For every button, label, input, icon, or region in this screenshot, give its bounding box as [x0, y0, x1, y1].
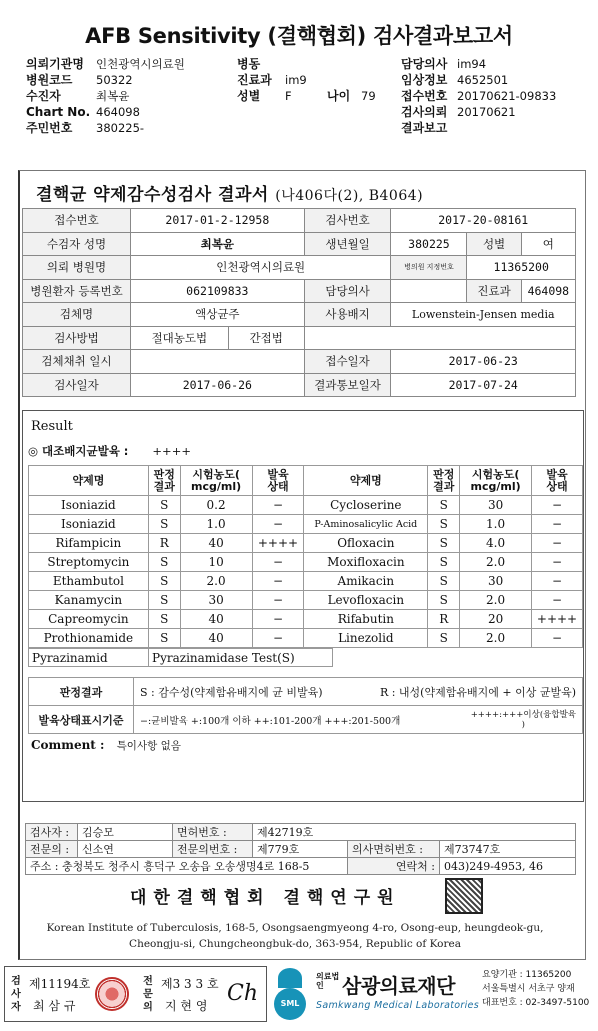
- method-blank: [304, 326, 575, 350]
- drug-result: R: [148, 534, 180, 553]
- control-culture-label: ◎ 대조배지균발육 :: [28, 444, 129, 458]
- report-label: 결과보고: [401, 121, 448, 135]
- received-date-label: 접수일자: [304, 350, 391, 374]
- dept-label: 진료과: [237, 73, 272, 87]
- address-label: 주소 :: [30, 860, 59, 873]
- table-row: [29, 534, 583, 553]
- age-value: 79: [361, 89, 376, 103]
- drug-growth: −: [532, 629, 583, 648]
- drug-conc: 30: [460, 572, 532, 591]
- report-info-mid: [237, 56, 376, 104]
- drug-header-left: 약제명: [29, 466, 149, 496]
- sex-label-doc: 성별: [467, 232, 521, 256]
- institute-address-line-1: Korean Institute of Tuberculosis, 168-5, Osongsaengmyeong 4-ro, Osong-eup, heungdeok-gu,: [46, 922, 544, 934]
- growth-legend-b1: ++++:+++이상(융합발육: [470, 709, 576, 720]
- dept-value-doc: 464098: [521, 279, 575, 303]
- drug-growth: −: [252, 629, 304, 648]
- table-row: [29, 629, 583, 648]
- drug-name: Streptomycin: [29, 553, 149, 572]
- collect-date-label: 검체채취 일시: [23, 350, 131, 374]
- control-culture: [28, 443, 191, 459]
- conc-header-right-1: 시험농도(: [471, 467, 520, 481]
- growth-header-right-1: 발육: [546, 467, 568, 481]
- hospital-code-value: 50322: [96, 73, 133, 87]
- patient-label: 수진자: [26, 89, 61, 103]
- drug-growth: −: [252, 515, 304, 534]
- hospital-label: 의뢰기관명: [26, 57, 84, 71]
- drug-result: S: [428, 591, 460, 610]
- drug-name: Amikacin: [304, 572, 428, 591]
- drug-growth: −: [252, 496, 304, 515]
- drug-growth: −: [252, 553, 304, 572]
- drug-result: S: [148, 591, 180, 610]
- test-date-value: 2017-06-26: [131, 373, 305, 397]
- specimen-value: 액상균주: [131, 303, 305, 327]
- comment-value: 특이사항 없음: [116, 740, 181, 752]
- phone-value: 043)249-4953, 46: [440, 858, 576, 875]
- drug-conc: 4.0: [460, 534, 532, 553]
- medium-value: Lowenstein-Jensen media: [391, 303, 576, 327]
- footer-signature-panel: [4, 966, 267, 1022]
- drug-conc: 10: [180, 553, 252, 572]
- rrn-value: 380225-: [96, 121, 145, 135]
- specialist-license-no: 제3 3 3 호: [161, 977, 219, 991]
- specialist-value: 신소연: [78, 841, 173, 858]
- drug-name: Isoniazid: [29, 496, 149, 515]
- judge-header-right-1: 판정: [433, 467, 455, 481]
- receipt-no-value: 2017-01-2-12958: [131, 209, 305, 233]
- sml-logo-icon: SML: [274, 988, 306, 1020]
- drug-growth: −: [532, 553, 583, 572]
- document-title-text: 결핵균 약제감수성검사 결과서: [36, 185, 269, 205]
- drug-result: S: [148, 515, 180, 534]
- judge-header-left-2: 결과: [153, 479, 175, 493]
- institute-seal: [445, 878, 483, 914]
- judge-header-left: [148, 466, 180, 496]
- drug-header-right: 약제명: [304, 466, 428, 496]
- report-title: AFB Sensitivity (결핵협회) 검사결과보고서: [85, 24, 513, 48]
- drug-result: S: [428, 629, 460, 648]
- address: [26, 858, 348, 875]
- table-row: [29, 610, 583, 629]
- doctor-value-doc: [391, 279, 467, 303]
- brand-address: [482, 968, 589, 1010]
- ward-label: 병동: [237, 57, 261, 71]
- drug-growth: −: [532, 534, 583, 553]
- institute-address-line-2: Cheongju-si, Chungcheongbuk-do, 363-954, Republic of Korea: [129, 938, 461, 950]
- growth-legend-b: [471, 710, 576, 730]
- specialist-name: 지 현 영: [165, 999, 208, 1013]
- table-row: [29, 496, 583, 515]
- brand-address-3: 대표번호 : 02-3497-5100: [482, 998, 590, 1008]
- examiner-license-no: 제11194호: [29, 977, 91, 991]
- method-indirect: 간접법: [228, 326, 304, 350]
- dept-value: im9: [285, 73, 307, 87]
- brand-address-1: 요양기관 : 11365200: [482, 970, 572, 980]
- report-info-right: [401, 56, 556, 136]
- judge-legend-s: S : 감수성(약제함유배지에 균 비발육): [140, 685, 323, 699]
- drug-result: S: [148, 553, 180, 572]
- drug-result: S: [148, 572, 180, 591]
- comment-label: Comment :: [31, 738, 105, 752]
- method-label: 검사방법: [23, 326, 131, 350]
- request-label: 검사의뢰: [401, 105, 448, 119]
- drug-conc: 40: [180, 534, 252, 553]
- result-label: Result: [31, 419, 73, 434]
- name-value: 최복윤: [131, 232, 305, 256]
- drug-name: P-Aminosalicylic Acid: [304, 515, 428, 534]
- drug-growth: −: [252, 610, 304, 629]
- hospital-value: 인천광역시의료원: [96, 57, 185, 71]
- receipt-label: 접수번호: [401, 89, 448, 103]
- drug-growth: −: [532, 572, 583, 591]
- phone-label: 연락처 :: [348, 858, 440, 875]
- drug-result: S: [428, 572, 460, 591]
- dob-value: 380225: [391, 232, 467, 256]
- drug-conc: 0.2: [180, 496, 252, 515]
- institute-address-english: [25, 920, 565, 952]
- form-code: (나406다(2), B4064): [275, 188, 424, 204]
- reg-no-label: 병원환자 등록번호: [23, 279, 131, 303]
- legend-table: [28, 677, 583, 734]
- reg-no-value: 062109833: [131, 279, 305, 303]
- drug-conc: 30: [460, 496, 532, 515]
- pyrazinamide-value: Pyrazinamidase Test(S): [149, 649, 333, 667]
- drug-growth: −: [532, 496, 583, 515]
- report-info-left: [26, 56, 185, 136]
- test-no-value: 2017-20-08161: [391, 209, 576, 233]
- examiner-value: 김승모: [78, 824, 173, 841]
- institute-name-korean: 대한결핵협회 결핵연구원: [130, 888, 401, 908]
- doctor-label: 담당의사: [401, 57, 448, 71]
- growth-legend-a: −:균비발육 +:100개 이하 ++:101-200개 +++:201-500개: [140, 715, 401, 727]
- name-label: 수검자 성명: [23, 232, 131, 256]
- control-culture-value: ++++: [152, 444, 191, 458]
- drug-growth: −: [532, 591, 583, 610]
- growth-header-left-1: 발육: [267, 467, 289, 481]
- sex-value: F: [285, 89, 292, 103]
- collect-date-value: [131, 350, 305, 374]
- patient-header-table: [22, 208, 576, 397]
- drug-conc: 2.0: [460, 553, 532, 572]
- examiner-label: 검사자 :: [26, 824, 78, 841]
- medium-label: 사용배지: [304, 303, 391, 327]
- table-row: [29, 591, 583, 610]
- drug-result: S: [148, 629, 180, 648]
- drug-growth: ++++: [252, 534, 304, 553]
- table-row: [29, 515, 583, 534]
- specialist-label: 전문의 :: [26, 841, 78, 858]
- drug-growth: −: [252, 572, 304, 591]
- conc-header-left-2: mcg/ml): [191, 479, 242, 493]
- dept-label-doc: 진료과: [467, 279, 521, 303]
- drug-result: S: [428, 534, 460, 553]
- drug-conc: 30: [180, 591, 252, 610]
- judge-legend-label: 판정결과: [29, 678, 134, 706]
- drug-conc: 20: [460, 610, 532, 629]
- license-value: 제42719호: [253, 824, 576, 841]
- age-label: 나이: [327, 89, 351, 103]
- brand-address-2: 서울특별시 서초구 양재: [482, 984, 575, 994]
- growth-legend-values: [134, 706, 583, 734]
- hospital-id-value: 11365200: [467, 256, 576, 280]
- sex-label: 성별: [237, 89, 261, 103]
- doctor-license-label: 의사면허번호 :: [348, 841, 440, 858]
- conc-header-left-1: 시험농도(: [192, 467, 240, 481]
- examiner-seal-icon: [95, 977, 129, 1011]
- drug-name: Levofloxacin: [304, 591, 428, 610]
- drug-conc: 40: [180, 629, 252, 648]
- drug-conc: 1.0: [180, 515, 252, 534]
- table-row: [29, 572, 583, 591]
- drug-growth: −: [252, 591, 304, 610]
- drug-name: Rifampicin: [29, 534, 149, 553]
- judge-header-right: [428, 466, 460, 496]
- drug-name: Isoniazid: [29, 515, 149, 534]
- drug-name: Ofloxacin: [304, 534, 428, 553]
- clinical-value: 4652501: [457, 73, 509, 87]
- document-title: [36, 180, 423, 205]
- table-row: [29, 553, 583, 572]
- hospital-id-label: 병의원 지정번호: [391, 256, 467, 280]
- hospital-code-label: 병원코드: [26, 73, 73, 87]
- specimen-label: 검체명: [23, 303, 131, 327]
- drug-growth: ++++: [532, 610, 583, 629]
- notice-date-value: 2017-07-24: [391, 373, 576, 397]
- specialist-license-label: 전문의번호 :: [173, 841, 253, 858]
- drug-growth: −: [532, 515, 583, 534]
- drug-conc: 40: [180, 610, 252, 629]
- chart-no-value: 464098: [96, 105, 140, 119]
- drug-susceptibility-table: [28, 465, 583, 648]
- drug-name: Cycloserine: [304, 496, 428, 515]
- license-label: 면허번호 :: [173, 824, 253, 841]
- receipt-no-label: 접수번호: [23, 209, 131, 233]
- brand-name: 삼광의료재단: [342, 974, 455, 998]
- brand-english: Samkwang Medical Laboratories: [316, 1000, 479, 1011]
- drug-name: Prothionamide: [29, 629, 149, 648]
- dob-label: 생년월일: [304, 232, 391, 256]
- drug-result: S: [148, 610, 180, 629]
- examiner-tag: 검사자: [11, 976, 21, 1013]
- conc-header-left: [180, 466, 252, 496]
- comment: [31, 738, 181, 753]
- judge-header-right-2: 결과: [433, 479, 455, 493]
- receipt-value: 20170621-09833: [457, 89, 557, 103]
- test-date-label: 검사일자: [23, 373, 131, 397]
- clinical-label: 임상정보: [401, 73, 448, 87]
- drug-result: R: [428, 610, 460, 629]
- drug-name: Moxifloxacin: [304, 553, 428, 572]
- address-value: 충청북도 청주시 흥덕구 오송읍 오송생명4로 168-5: [61, 860, 310, 873]
- examiner-name: 최 삼 규: [33, 999, 76, 1013]
- specialist-signature: Ch: [227, 981, 259, 1006]
- notice-date-label: 결과통보일자: [304, 373, 391, 397]
- drug-name: Kanamycin: [29, 591, 149, 610]
- growth-header-left: [252, 466, 304, 496]
- specialist-tag: 전문의: [143, 976, 153, 1013]
- conc-header-right-2: mcg/ml): [470, 479, 521, 493]
- drug-conc: 2.0: [180, 572, 252, 591]
- drug-conc: 2.0: [460, 591, 532, 610]
- signature-table: [25, 823, 576, 875]
- drug-result: S: [428, 496, 460, 515]
- judge-header-left-1: 판정: [153, 467, 175, 481]
- drug-name: Ethambutol: [29, 572, 149, 591]
- chart-no-label: Chart No.: [26, 105, 91, 119]
- rrn-label: 주민번호: [26, 121, 73, 135]
- hospital-name-label: 의뢰 병원명: [23, 256, 131, 280]
- conc-header-right: [460, 466, 532, 496]
- method-absolute: 절대농도법: [131, 326, 229, 350]
- sex-value-doc: 여: [521, 232, 575, 256]
- growth-legend-b2: ): [521, 719, 525, 730]
- specialist-license-value: 제779호: [253, 841, 348, 858]
- drug-name: Rifabutin: [304, 610, 428, 629]
- drug-result: S: [148, 496, 180, 515]
- logo-top-icon: [278, 968, 302, 988]
- growth-header-left-2: 상태: [267, 479, 289, 493]
- doctor-license-value: 제73747호: [440, 841, 576, 858]
- pyrazinamide-name: Pyrazinamid: [29, 649, 149, 667]
- drug-conc: 2.0: [460, 629, 532, 648]
- growth-header-right-2: 상태: [546, 479, 568, 493]
- received-date-value: 2017-06-23: [391, 350, 576, 374]
- brand-prefix: 의료법인: [316, 972, 340, 990]
- patient-value: 최복윤: [96, 89, 130, 103]
- drug-name: Linezolid: [304, 629, 428, 648]
- lab-brand: [272, 966, 594, 1022]
- drug-result: S: [428, 515, 460, 534]
- judge-legend-r: R : 내성(약제함유배지에 + 이상 균발육): [379, 685, 576, 699]
- pyrazinamide-row: [28, 648, 333, 667]
- drug-result: S: [428, 553, 460, 572]
- doctor-value: im94: [457, 57, 487, 71]
- test-no-label: 검사번호: [304, 209, 391, 233]
- hospital-name-value: 인천광역시의료원: [131, 256, 391, 280]
- drug-conc: 1.0: [460, 515, 532, 534]
- judge-legend-values: [134, 678, 583, 706]
- request-value: 20170621: [457, 105, 516, 119]
- growth-header-right: [532, 466, 583, 496]
- growth-legend-label: 발육상태표시기준: [29, 706, 134, 734]
- drug-name: Capreomycin: [29, 610, 149, 629]
- doctor-label-doc: 담당의사: [304, 279, 391, 303]
